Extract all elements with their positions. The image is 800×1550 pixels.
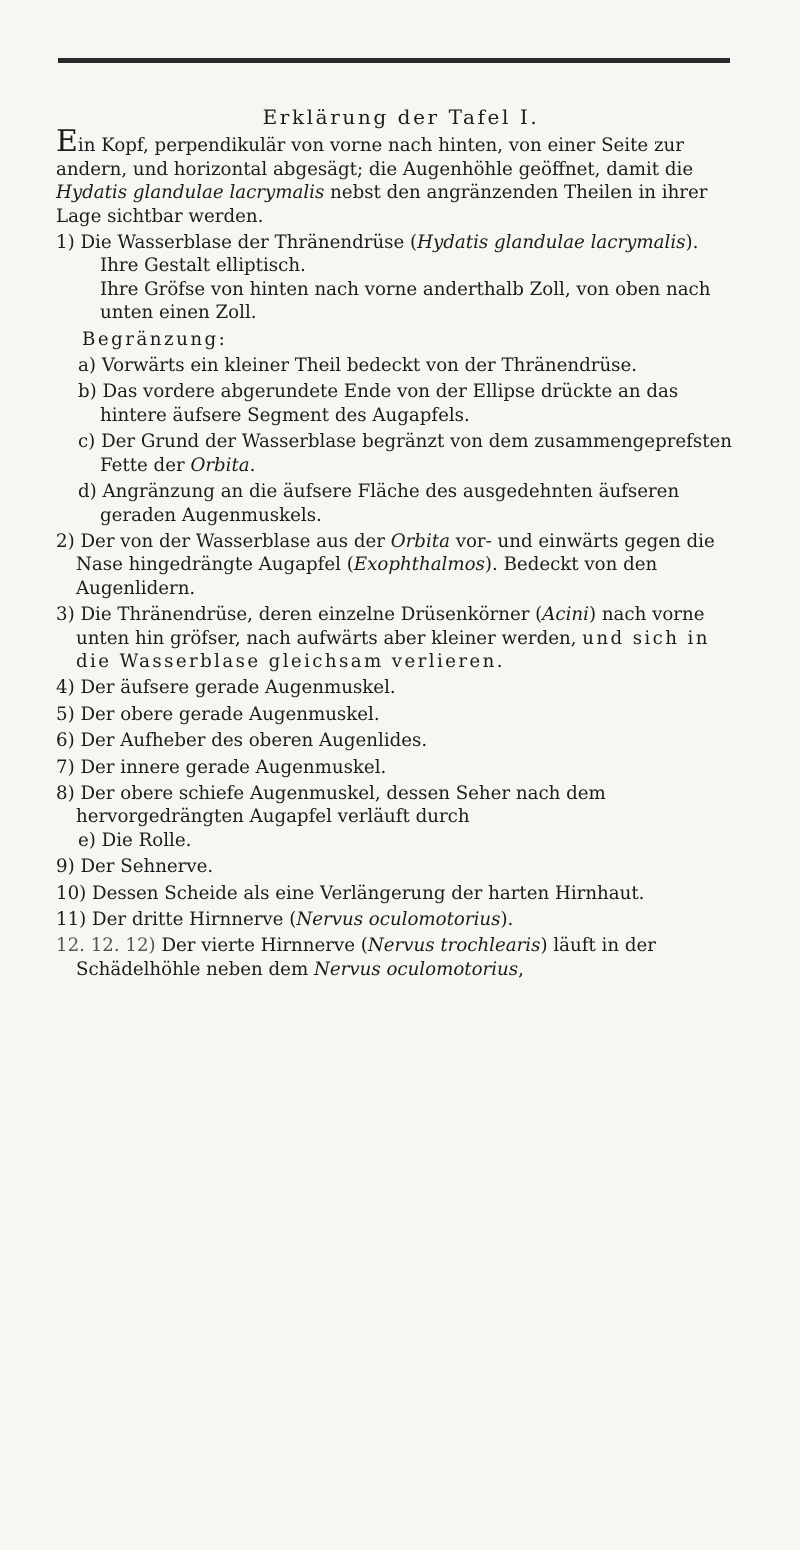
list-item-7: 7) Der innere gerade Augenmuskel. bbox=[56, 756, 387, 778]
top-rule bbox=[58, 58, 730, 63]
list-item-3: 3) Die Thränendrüse, deren einzelne Drüsenkörner (Acini) nach vorne unten hin gröfser, nach aufwärts aber kleiner werden, und sich in die Wasserblase gleichsam verlieren. bbox=[56, 604, 710, 672]
list-item-11: 11) Der dritte Hirnnerve (Nervus oculomotorius). bbox=[56, 909, 514, 930]
boundary-item-a: a) Vorwärts ein kleiner Theil bedeckt von der Thränendrüse. bbox=[78, 355, 638, 377]
drop-capital: E bbox=[56, 124, 78, 160]
boundary-item-b: b) Das vordere abgerundete Ende von der Ellipse drückte an das hintere äufsere Segment des Augapfels. bbox=[78, 381, 679, 426]
list-item-4: 4) Der äufsere gerade Augenmuskel. bbox=[56, 677, 396, 699]
boundary-heading: Begränzung: bbox=[82, 328, 228, 350]
boundary-item-c: c) Der Grund der Wasserblase begränzt von dem zusammengeprefsten Fette der Orbita. bbox=[78, 431, 733, 476]
list-item-10: 10) Dessen Scheide als eine Verlängerung der harten Hirnhaut. bbox=[56, 882, 645, 904]
list-item-8: 8) Der obere schiefe Augenmuskel, dessen Seher nach dem hervorgedrängten Augapfel verläuft durch bbox=[56, 782, 606, 828]
boundary-item-d: d) Angränzung an die äufsere Fläche des ausgedehnten äufseren geraden Augenmuskels. bbox=[78, 481, 680, 526]
list-item-6: 6) Der Aufheber des oberen Augenlides. bbox=[56, 730, 428, 752]
list-item-9: 9) Der Sehnerve. bbox=[56, 856, 214, 878]
list-item-1: 1) Die Wasserblase der Thränendrüse (Hydatis glandulae lacrymalis). bbox=[56, 232, 699, 254]
list-item-2: 2) Der von der Wasserblase aus der Orbita vor- und einwärts gegen die Nase hingedrängte Augapfel (Exophthalmos). Bedeckt von den Augenlidern. bbox=[56, 530, 715, 599]
intro-paragraph: Ein Kopf, perpendikulär von vorne nach hinten, von einer Seite zur andern, und horizontal abgesägt; die Augenhöhle geöffnet, damit die Hydatis glandulae lacrymalis nebst den angränzenden Theilen in ihrer Lage sichtbar werden. bbox=[56, 124, 708, 227]
document-page bbox=[56, 106, 746, 981]
size-description: Ihre Gröfse von hinten nach vorne anderthalb Zoll, von oben nach unten einen Zoll. bbox=[100, 278, 711, 324]
list-item-12: 12. 12. 12) Der vierte Hirnnerve (Nervus trochlearis) läuft in der Schädelhöhle neben dem Nervus oculomotorius, bbox=[56, 935, 656, 980]
shape-description: Ihre Gestalt elliptisch. bbox=[100, 255, 306, 277]
list-item-8-sub-e: e) Die Rolle. bbox=[78, 829, 192, 851]
list-item-5: 5) Der obere gerade Augenmuskel. bbox=[56, 703, 380, 725]
page-title: Erklärung der Tafel I. bbox=[262, 105, 540, 129]
